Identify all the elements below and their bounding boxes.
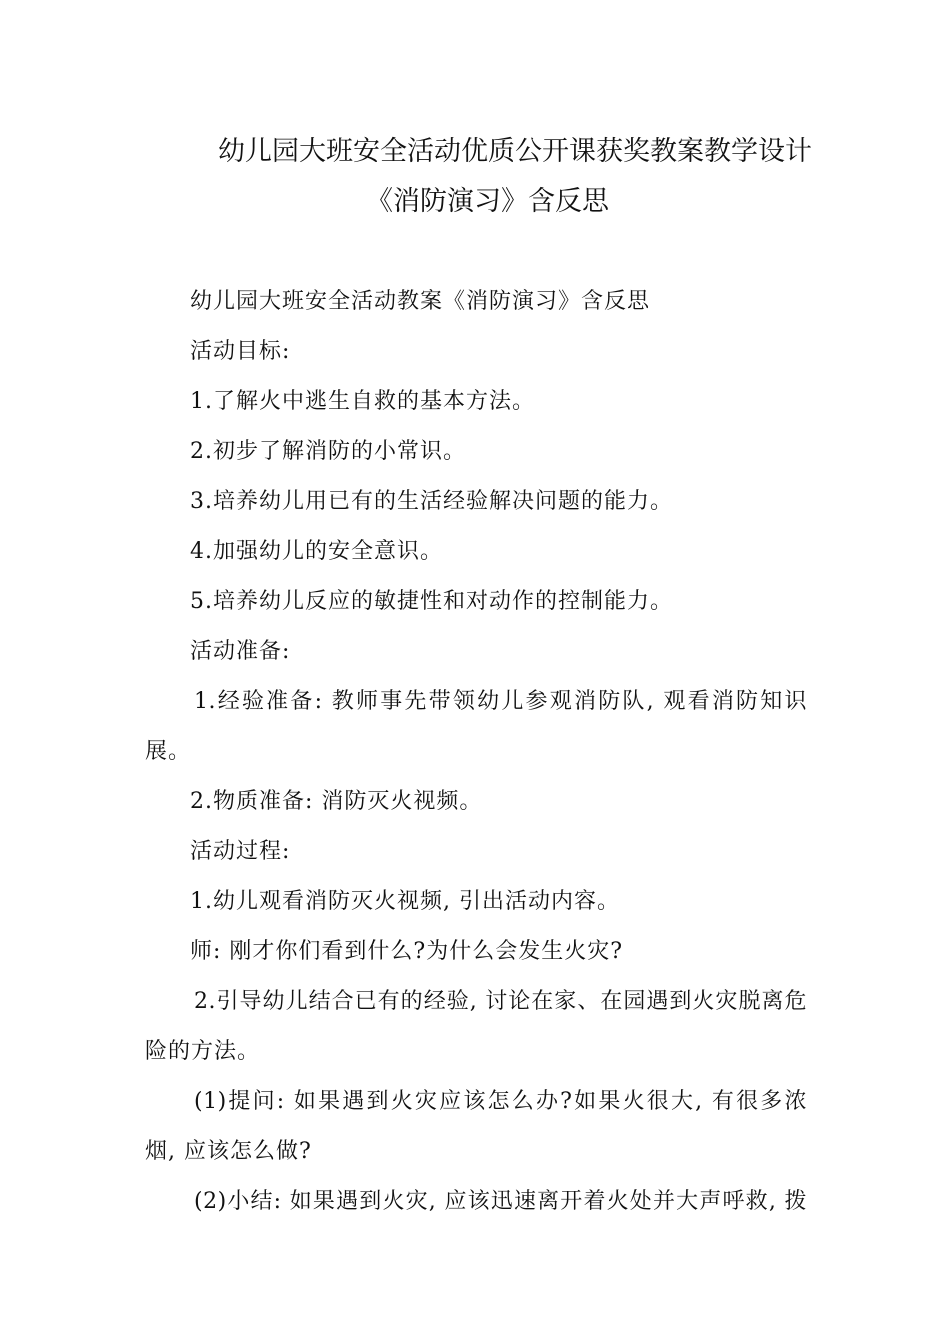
goal-item-1: 1.了解火中逃生自救的基本方法。	[190, 389, 535, 414]
goal-item-3: 3.培养幼儿用已有的生活经验解决问题的能力。	[190, 489, 673, 514]
prep-item-2: 2.物质准备: 消防灭火视频。	[190, 789, 483, 814]
doc-subtitle: 幼儿园大班安全活动教案《消防演习》含反思	[190, 289, 651, 314]
document-title-line-2: 《消防演习》含反思	[366, 186, 609, 217]
section-heading-process: 活动过程:	[190, 839, 291, 864]
document-title-line-1: 幼儿园大班安全活动优质公开课获奖教案教学设计	[218, 136, 812, 167]
goal-item-2: 2.初步了解消防的小常识。	[190, 439, 466, 464]
sub-step-summary: (2)小结: 如果遇到火灾, 应该迅速离开着火处并大声呼救, 拨	[194, 1189, 807, 1214]
teacher-question: 师: 刚才你们看到什么?为什么会发生火灾?	[190, 939, 623, 964]
goal-item-4: 4.加强幼儿的安全意识。	[190, 539, 443, 564]
prep-item-1: 1.经验准备: 教师事先带领幼儿参观消防队, 观看消防知识	[194, 689, 807, 714]
prep-item-1-continued: 展。	[145, 739, 192, 764]
section-heading-goals: 活动目标:	[190, 339, 291, 364]
process-step-2-continued: 险的方法。	[145, 1039, 261, 1064]
process-step-2: 2.引导幼儿结合已有的经验, 讨论在家、在园遇到火灾脱离危	[194, 989, 807, 1014]
sub-step-question: (1)提问: 如果遇到火灾应该怎么办?如果火很大, 有很多浓	[194, 1089, 807, 1114]
process-step-1: 1.幼儿观看消防灭火视频, 引出活动内容。	[190, 889, 620, 914]
sub-step-question-continued: 烟, 应该怎么做?	[145, 1139, 312, 1164]
section-heading-preparation: 活动准备:	[190, 639, 291, 664]
goal-item-5: 5.培养幼儿反应的敏捷性和对动作的控制能力。	[190, 589, 673, 614]
